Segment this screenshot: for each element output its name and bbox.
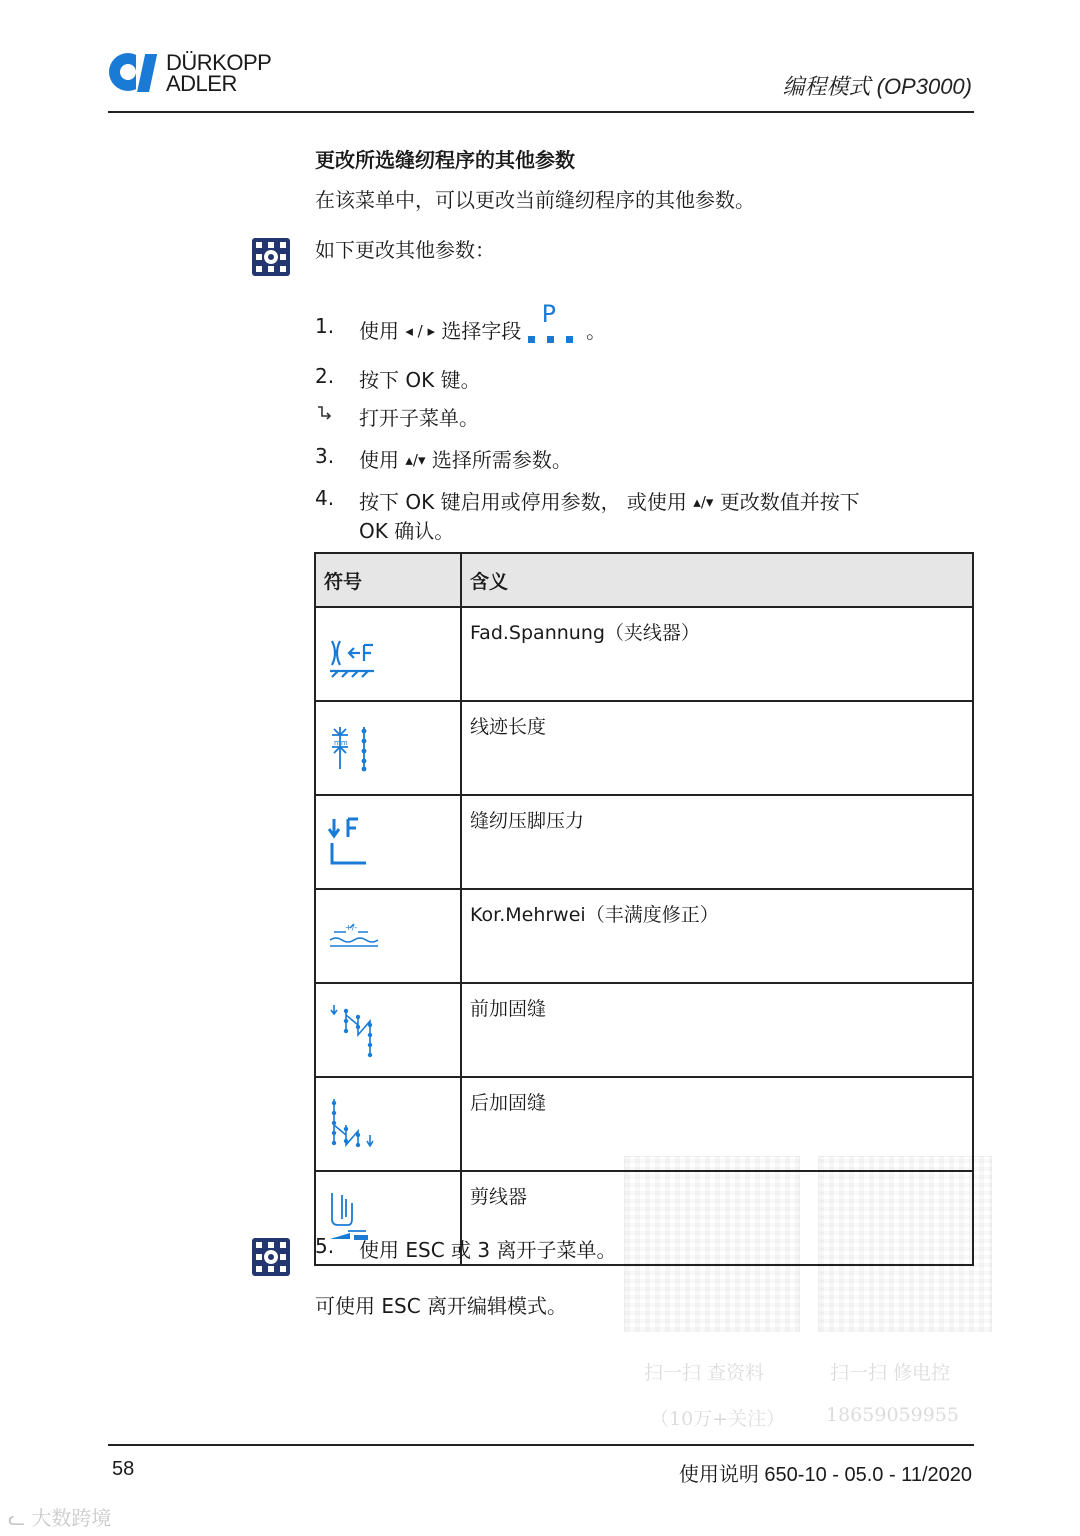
logo-text	[166, 52, 271, 94]
step-number: 1.	[315, 314, 335, 338]
step-text: 。	[586, 319, 607, 343]
corner-watermark-text: 大数跨境	[31, 1506, 112, 1530]
logo-line2: ADLER	[166, 71, 237, 96]
logo-line1: DÜRKOPP	[166, 50, 272, 75]
step-text: 使用 ESC 或 3 离开子菜单。	[359, 1238, 617, 1262]
qr-code-right	[818, 1156, 992, 1332]
step-number: 2.	[315, 364, 335, 388]
section-heading: 更改所选缝纫程序的其他参数	[315, 148, 575, 172]
footer-rule	[108, 1444, 974, 1446]
header-rule	[108, 111, 974, 113]
param-field-symbol: P	[541, 300, 557, 328]
watermark-caption-right: 扫一扫 修电控	[830, 1362, 951, 1384]
qr-code-left	[624, 1156, 800, 1332]
left-right-arrow-keys-icon: ◂ / ▸	[405, 322, 436, 340]
presser-foot-pressure-icon	[315, 795, 461, 889]
header-title: 编程模式 (OP3000)	[782, 74, 972, 99]
result-arrow-icon	[315, 402, 355, 426]
table-row	[315, 983, 973, 1077]
corner-watermark	[8, 1502, 111, 1531]
table-row	[315, 701, 973, 795]
doc-info: 使用说明 650-10 - 05.0 - 11/2020	[678, 1464, 972, 1486]
logo-mark-icon	[108, 50, 164, 94]
svg-text:+/-: +/-	[345, 923, 358, 932]
fullness-correction-icon	[315, 889, 461, 983]
step-number: 4.	[315, 486, 335, 510]
watermark-sub-right: 18659059955	[826, 1404, 959, 1426]
param-field-icon	[528, 300, 580, 344]
section-intro: 在该菜单中，可以更改当前缝纫程序的其他参数。	[315, 188, 755, 212]
thread-tension-icon	[315, 607, 461, 701]
table-cell-meaning: 缝纫压脚压力	[461, 795, 973, 889]
table-row	[315, 795, 973, 889]
end-bartack-icon	[315, 1077, 461, 1171]
step-text: 按下 OK 键启用或停用参数， 或使用	[359, 490, 687, 514]
table-cell-meaning: Kor.Mehrwei（丰满度修正）	[461, 889, 973, 983]
step-text: 选择所需参数。	[431, 448, 572, 472]
table-cell-meaning: Fad.Spannung（夹线器）	[461, 607, 973, 701]
step-text: 按下 OK 键。	[359, 368, 481, 392]
step-number: 3.	[315, 444, 335, 468]
step-text: 使用	[359, 319, 399, 343]
table-cell-meaning: 后加固缝	[461, 1077, 973, 1171]
table-cell-meaning: 线迹长度	[461, 701, 973, 795]
stitch-length-icon	[315, 701, 461, 795]
table-header-meaning: 含义	[461, 553, 973, 607]
table-header-row	[315, 553, 973, 607]
section-instruction: 如下更改其他参数：	[315, 238, 495, 262]
table-cell-meaning: 前加固缝	[461, 983, 973, 1077]
watermark-caption-left: 扫一扫 查资料	[644, 1362, 765, 1384]
table-cell-meaning: 剪线器	[461, 1171, 973, 1265]
up-down-arrow-keys-icon: ▴/▾	[693, 493, 714, 511]
step-text: 打开子菜单。	[359, 406, 479, 430]
procedure-gear-icon	[252, 238, 290, 276]
step-text: 使用	[359, 448, 399, 472]
start-bartack-icon	[315, 983, 461, 1077]
step-text: 选择字段	[441, 319, 522, 343]
step-text: OK 确认。	[359, 519, 455, 543]
up-down-arrow-keys-icon: ▴/▾	[405, 451, 426, 469]
table-row	[315, 889, 973, 983]
table-header-symbol: 符号	[315, 553, 461, 607]
watermark-logo-icon: ᓚ	[8, 1506, 26, 1530]
page-number: 58	[112, 1458, 135, 1480]
svg-text:mm: mm	[334, 739, 348, 747]
watermark-sub-left: （10万+关注）	[650, 1408, 786, 1430]
procedure-gear-icon	[252, 1238, 290, 1276]
step-text: 更改数值并按下	[719, 490, 860, 514]
step-number: 5.	[315, 1234, 335, 1258]
closing-note: 可使用 ESC 离开编辑模式。	[315, 1294, 568, 1318]
table-row	[315, 607, 973, 701]
